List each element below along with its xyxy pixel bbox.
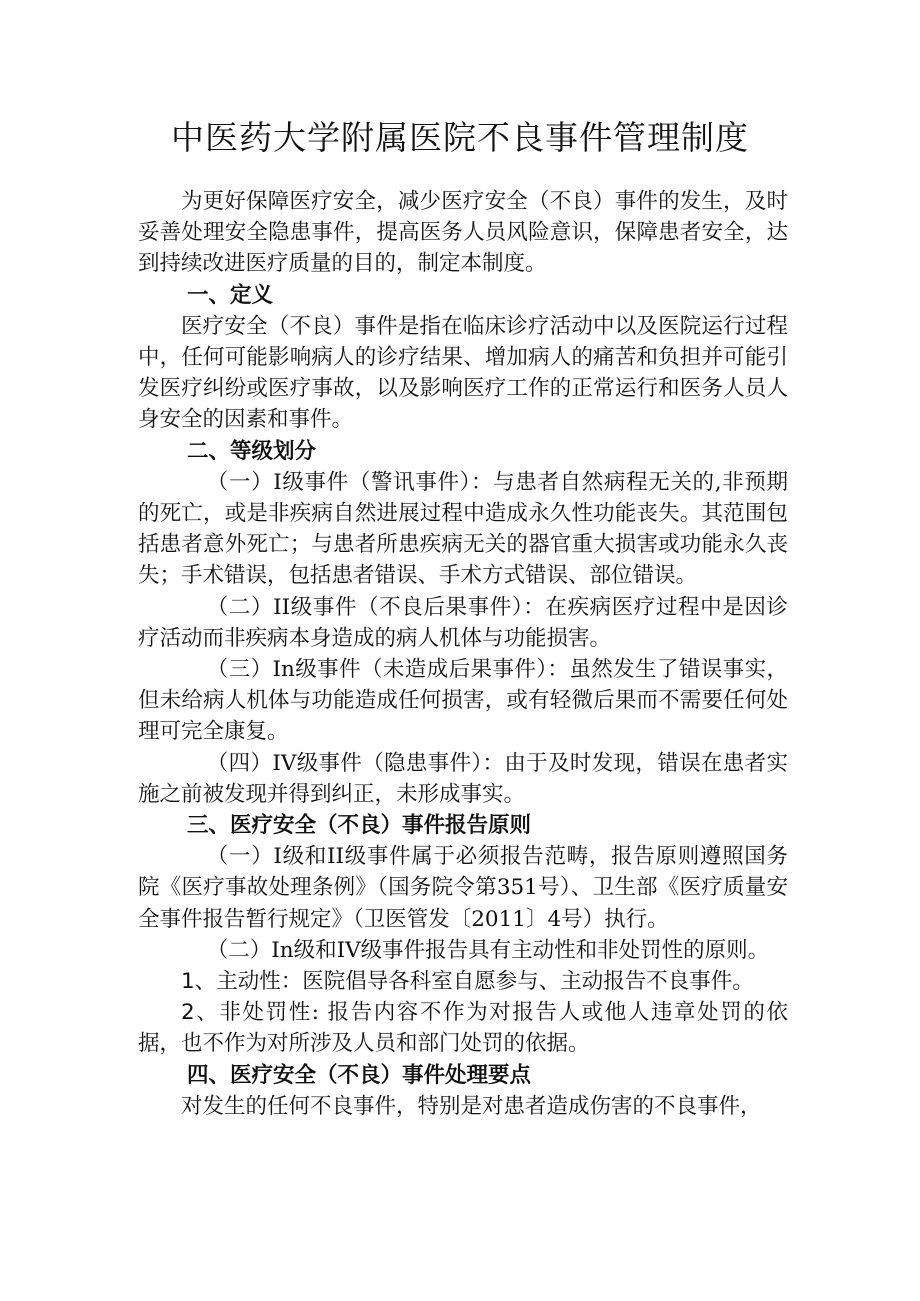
reporting-item-2: （二）In级和IV级事件报告具有主动性和非处罚性的原则。	[206, 937, 770, 963]
reporting-point-1-number: 1、	[181, 969, 217, 995]
grade-item-4: （四）IV级事件（隐患事件）：由于及时发现，错误在患者实施之前被发现并得到纠正，未形成事实。	[138, 750, 788, 807]
document-body	[138, 186, 788, 1122]
section-heading-definition: 一、定义	[187, 282, 274, 308]
grade-item-1: （一）I级事件（警讯事件）：与患者自然病程无关的,非预期的死亡，或是非疾病自然进展过程中造成永久性功能丧失。其范围包括患者意外死亡；与患者所患疾病无关的器官重大损害或功能永久丧失；手术错误，包括患者错误、手术方式错误、部位错误。	[138, 469, 788, 589]
intro-paragraph: 为更好保障医疗安全，减少医疗安全（不良）事件的发生，及时妥善处理安全隐患事件，提高医务人员风险意识，保障患者安全，达到持续改进医疗质量的目的，制定本制度。	[138, 189, 788, 277]
section-heading-grading: 二、等级划分	[187, 438, 317, 464]
reporting-point-1-text: 主动性：医院倡导各科室自愿参与、主动报告不良事件。	[216, 969, 754, 995]
reporting-point-2-text: 非处罚性: 报告内容不作为对报告人或他人违章处罚的依据，也不作为对所涉及人员和部门处罚的依据。	[138, 1000, 788, 1057]
grade-item-2: （二）II级事件（不良后果事件）：在疾病医疗过程中是因诊疗活动而非疾病本身造成的病人机体与功能损害。	[138, 594, 788, 651]
document-title: 中医药大学附属医院不良事件管理制度	[171, 118, 749, 157]
grade-item-3: （三）In级事件（未造成后果事件）：虽然发生了错误事实，但未给病人机体与功能造成任何损害，或有轻微后果而不需要任何处理可完全康复。	[138, 657, 788, 745]
section-heading-reporting: 三、医疗安全（不良）事件报告原则	[187, 813, 532, 839]
reporting-point-2-number: 2、	[181, 1000, 220, 1026]
reporting-item-1: （一）I级和II级事件属于必须报告范畴，报告原则遵照国务院《医疗事故处理条例》（国务院令第351号）、卫生部《医疗质量安全事件报告暂行规定》（卫医管发〔2011〕4号）执行。	[138, 844, 788, 932]
handling-paragraph: 对发生的任何不良事件，特别是对患者造成伤害的不良事件，	[181, 1093, 762, 1119]
reporting-point-1	[138, 966, 788, 997]
reporting-point-2	[138, 997, 788, 1059]
section-heading-handling: 四、医疗安全（不良）事件处理要点	[187, 1062, 532, 1088]
definition-paragraph: 医疗安全（不良）事件是指在临床诊疗活动中以及医院运行过程中，任何可能影响病人的诊疗结果、增加病人的痛苦和负担并可能引发医疗纠纷或医疗事故，以及影响医疗工作的正常运行和医务人员人身安全的因素和事件。	[138, 313, 788, 433]
